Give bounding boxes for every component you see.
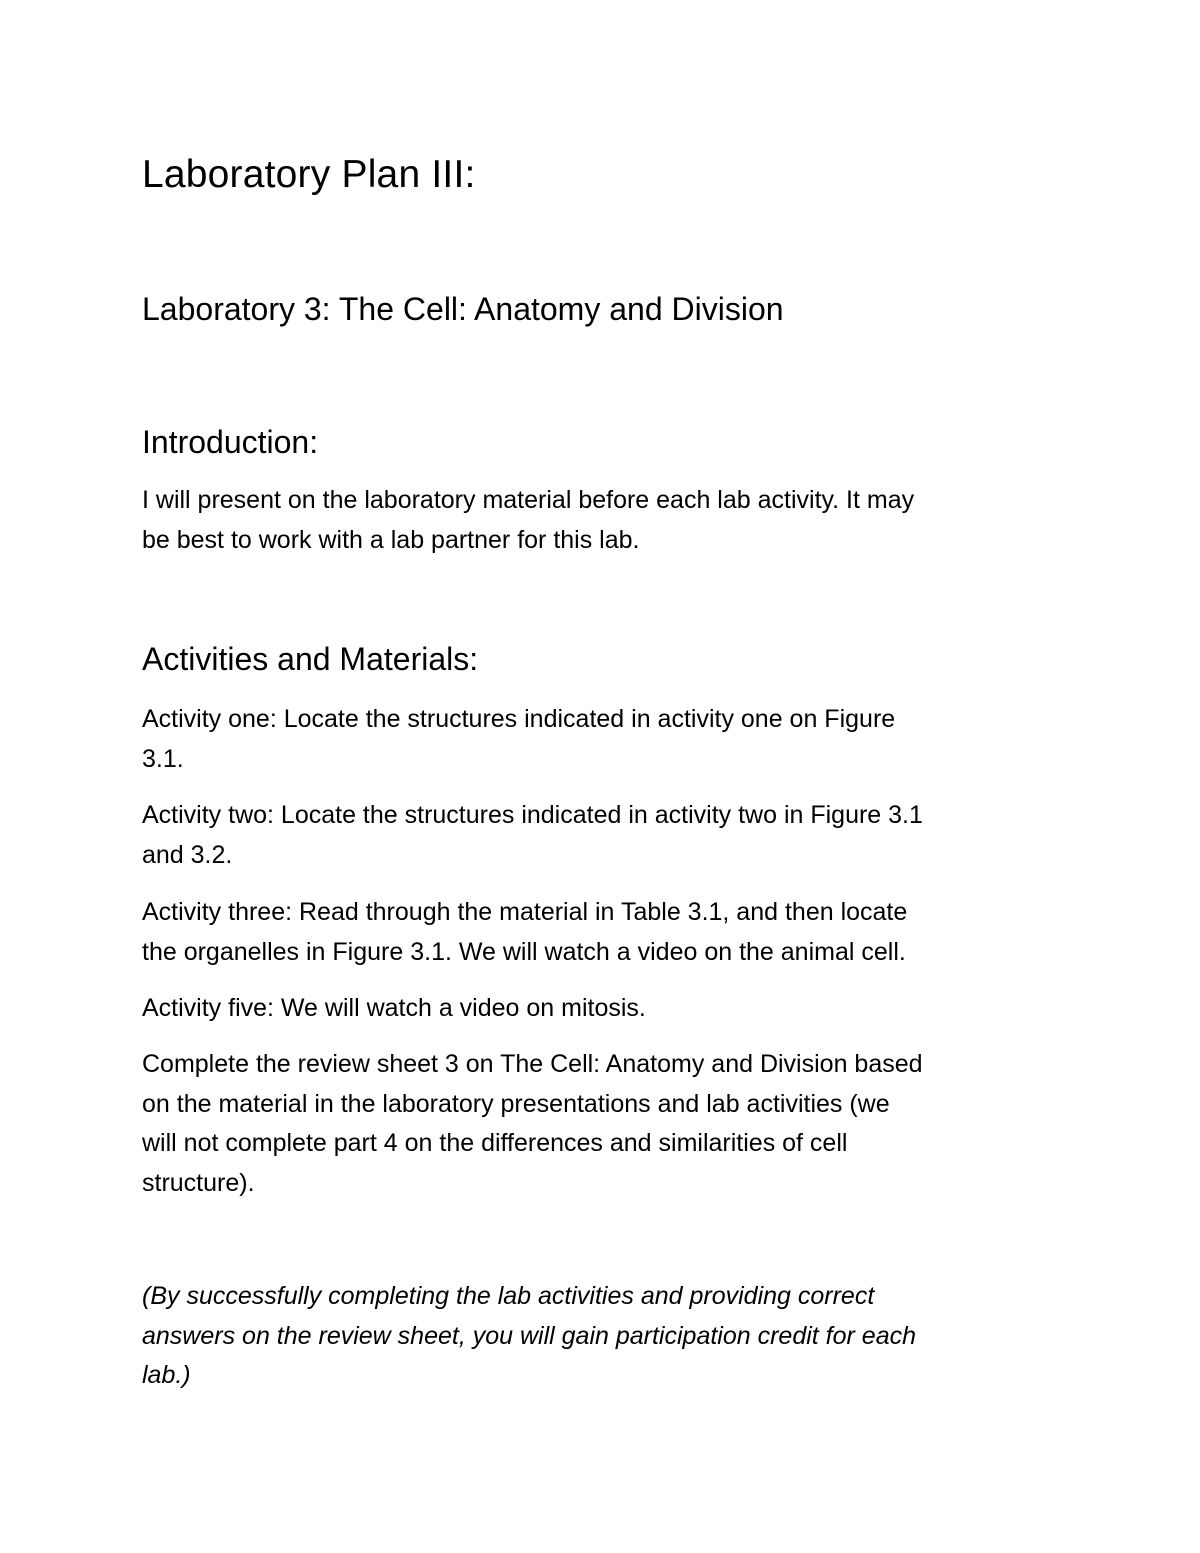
text-line: structure). xyxy=(142,1168,255,1197)
activities-heading: Activities and Materials: xyxy=(142,641,479,677)
activity-one-paragraph xyxy=(142,700,1072,779)
text-line: Activity two: Locate the structures indicated in activity two in Figure 3.1 xyxy=(142,801,923,829)
activity-five-paragraph xyxy=(142,989,1072,1029)
text-line: Complete the review sheet 3 on The Cell: Anatomy and Division based xyxy=(142,1050,923,1078)
text-line: 3.1. xyxy=(142,744,184,773)
text-line: on the material in the laboratory presentations and lab activities (we xyxy=(142,1089,890,1118)
text-line: answers on the review sheet, you will gain participation credit for each xyxy=(142,1321,917,1350)
introduction-heading: Introduction: xyxy=(142,424,319,460)
text-line: (By successfully completing the lab activities and providing correct xyxy=(142,1282,875,1310)
text-line: lab.) xyxy=(142,1361,191,1389)
activity-three-paragraph xyxy=(142,893,1072,972)
activity-two-paragraph xyxy=(142,796,1072,875)
text-line: I will present on the laboratory material before each lab activity. It may xyxy=(142,486,915,514)
text-line: Activity one: Locate the structures indicated in activity one on Figure xyxy=(142,705,896,733)
text-line: be best to work with a lab partner for this lab. xyxy=(142,525,640,554)
text-line: Activity five: We will watch a video on mitosis. xyxy=(142,994,646,1022)
text-line: and 3.2. xyxy=(142,840,233,869)
lab-subtitle: Laboratory 3: The Cell: Anatomy and Division xyxy=(142,291,784,327)
text-line: the organelles in Figure 3.1. We will watch a video on the animal cell. xyxy=(142,937,906,966)
review-sheet-paragraph xyxy=(142,1045,1072,1203)
introduction-paragraph xyxy=(142,481,1072,560)
text-line: will not complete part 4 on the differences and similarities of cell xyxy=(142,1129,848,1157)
page-title: Laboratory Plan III: xyxy=(142,153,476,196)
text-line: Activity three: Read through the material in Table 3.1, and then locate xyxy=(142,898,908,926)
participation-note xyxy=(142,1277,1072,1396)
